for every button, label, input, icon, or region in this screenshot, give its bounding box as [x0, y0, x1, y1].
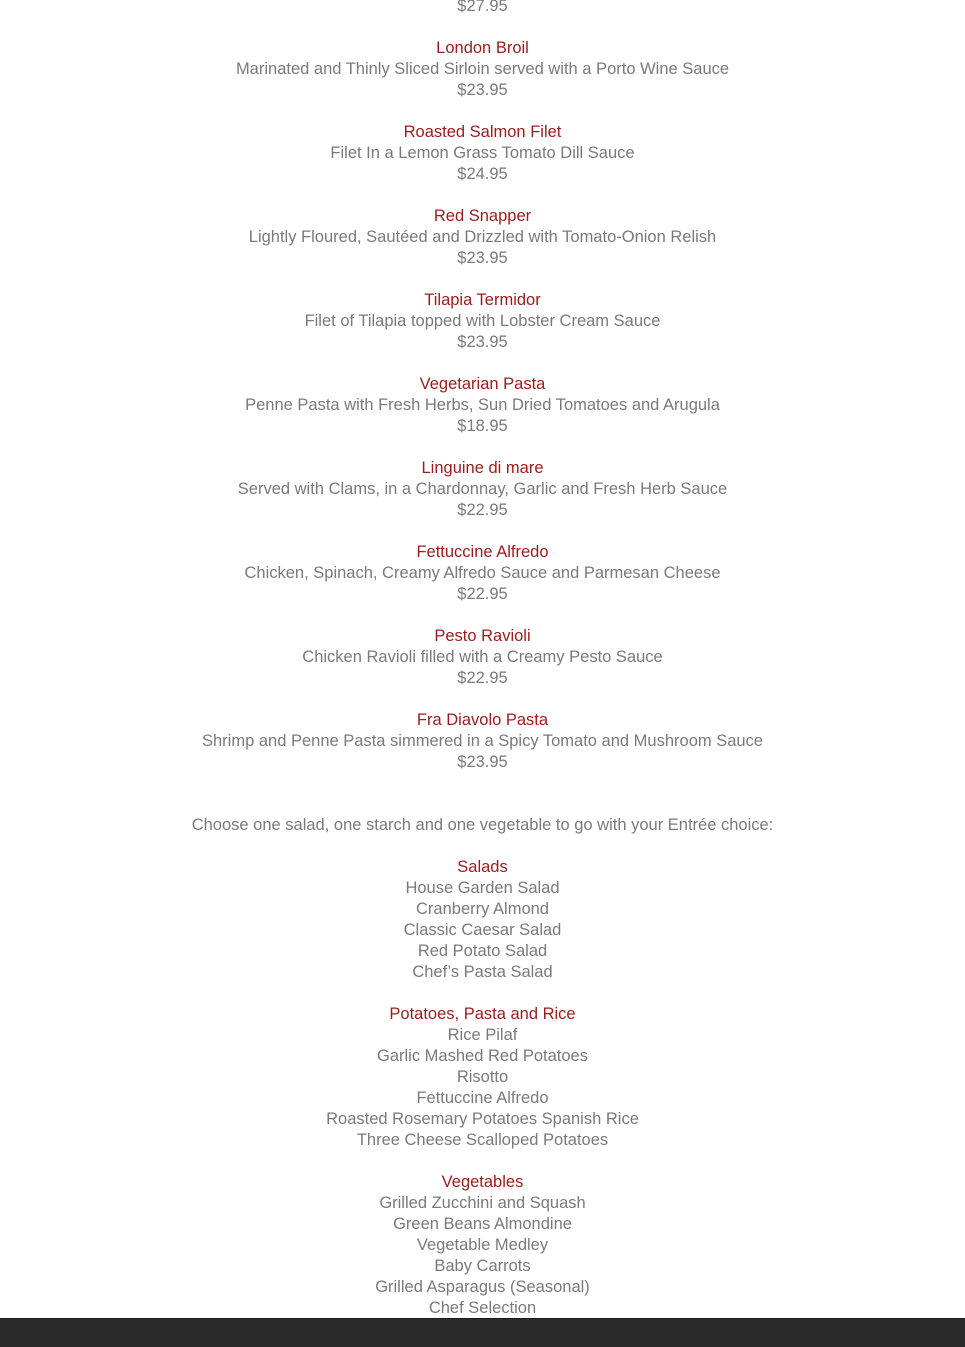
list-item: Three Cheese Scalloped Potatoes [356, 1131, 609, 1149]
previous-item-price: $27.95 [457, 0, 508, 15]
entree-description: Chicken Ravioli filled with a Creamy Pesto Sauce [302, 648, 663, 666]
entree-name: Red Snapper [433, 207, 532, 225]
list-item: Rice Pilaf [447, 1026, 518, 1044]
list-item: House Garden Salad [405, 879, 560, 897]
entree-description: Shrimp and Penne Pasta simmered in a Spicy Tomato and Mushroom Sauce [202, 732, 763, 750]
entree-item [0, 290, 965, 353]
entree-description: Lightly Floured, Sautéed and Drizzled with Tomato-Onion Relish [248, 228, 717, 246]
list-item: Cranberry Almond [416, 900, 549, 918]
entree-price: $18.95 [457, 417, 508, 435]
entree-name: Fra Diavolo Pasta [416, 711, 549, 729]
entree-price: $22.95 [457, 585, 508, 603]
entree-item [0, 542, 965, 605]
entree-description: Filet In a Lemon Grass Tomato Dill Sauce [330, 144, 635, 162]
list-item: Risotto [456, 1068, 509, 1086]
entree-description: Served with Clams, in a Chardonnay, Garlic and Fresh Herb Sauce [237, 480, 728, 498]
entree-price: $22.95 [457, 501, 508, 519]
entree-name: Vegetarian Pasta [419, 375, 546, 393]
entree-item [0, 710, 965, 773]
footer-bar [0, 1318, 965, 1347]
starches-section [0, 1004, 965, 1151]
entree-price: $23.95 [457, 249, 508, 267]
entree-price: $23.95 [457, 81, 508, 99]
section-heading: Salads [457, 858, 508, 876]
entree-description: Filet of Tilapia topped with Lobster Cream Sauce [304, 312, 661, 330]
entree-price: $23.95 [457, 753, 508, 771]
list-item: Classic Caesar Salad [403, 921, 562, 939]
entree-name: Tilapia Termidor [424, 291, 541, 309]
list-item: Garlic Mashed Red Potatoes [377, 1047, 588, 1065]
entree-item [0, 206, 965, 269]
list-item: Red Potato Salad [417, 942, 548, 960]
list-item: Baby Carrots [434, 1257, 531, 1275]
entree-name: London Broil [436, 39, 529, 57]
list-item: Roasted Rosemary Potatoes Spanish Rice [326, 1110, 639, 1128]
vegetables-section [0, 1172, 965, 1318]
salads-section [0, 857, 965, 983]
entree-item [0, 374, 965, 437]
section-heading: Potatoes, Pasta and Rice [389, 1005, 576, 1023]
list-item: Green Beans Almondine [393, 1215, 572, 1233]
entree-name: Linguine di mare [421, 459, 544, 477]
entree-name: Pesto Ravioli [434, 627, 531, 645]
entree-item [0, 122, 965, 185]
list-item: Chef Selection [428, 1299, 537, 1317]
list-item: Grilled Asparagus (Seasonal) [375, 1278, 590, 1296]
list-item: Chef’s Pasta Salad [412, 963, 553, 981]
section-heading: Vegetables [441, 1173, 524, 1191]
list-item: Grilled Zucchini and Squash [379, 1194, 586, 1212]
entree-item [0, 626, 965, 689]
entree-price: $22.95 [457, 669, 508, 687]
list-item: Vegetable Medley [416, 1236, 549, 1254]
side-selection-note: Choose one salad, one starch and one vegetable to go with your Entrée choice: [191, 816, 774, 834]
entree-description: Marinated and Thinly Sliced Sirloin served with a Porto Wine Sauce [235, 60, 730, 78]
entree-description: Penne Pasta with Fresh Herbs, Sun Dried Tomatoes and Arugula [245, 396, 720, 414]
entree-name: Roasted Salmon Filet [403, 123, 562, 141]
entree-price: $24.95 [457, 165, 508, 183]
entree-item [0, 38, 965, 101]
list-item: Fettuccine Alfredo [416, 1089, 549, 1107]
entree-item [0, 458, 965, 521]
entree-description: Chicken, Spinach, Creamy Alfredo Sauce and Parmesan Cheese [244, 564, 721, 582]
entree-price: $23.95 [457, 333, 508, 351]
entree-name: Fettuccine Alfredo [416, 543, 549, 561]
